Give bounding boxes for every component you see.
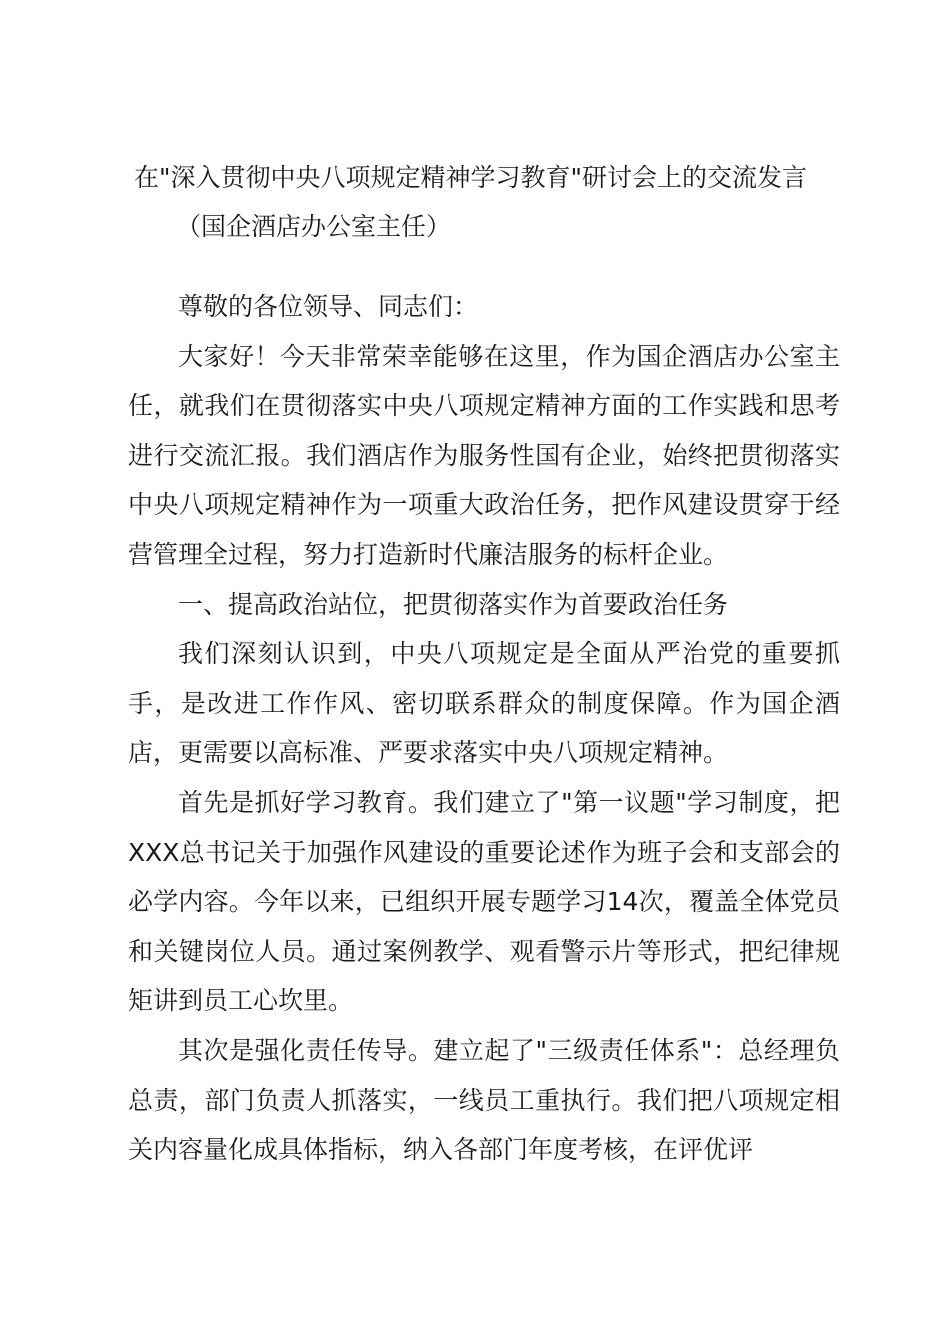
section-heading: 一、提高政治站位，把贯彻落实作为首要政治任务 bbox=[178, 589, 729, 619]
document-body bbox=[128, 282, 840, 1175]
salutation-paragraph: 尊敬的各位领导、同志们： bbox=[178, 292, 479, 321]
body-paragraph: 其次是强化责任传导。建立起了"三级责任体系"：总经理负总责，部门负责人抓落实，一线员工重执行。我们把八项规定相关内容量化成具体指标，纳入各部门年度考核，在评优评 bbox=[128, 1035, 840, 1165]
document-subtitle: （国企酒店办公室主任） bbox=[176, 212, 452, 241]
document-title: 在"深入贯彻中央八项规定精神学习教育"研讨会上的交流发言 bbox=[134, 163, 808, 192]
intro-paragraph: 大家好！今天非常荣幸能够在这里，作为国企酒店办公室主任，就我们在贯彻落实中央八项规定精神方面的工作实践和思考进行交流汇报。我们酒店作为服务性国有企业，始终把贯彻落实中央八项规定精神作为一项重大政治任务，把作风建设贯穿于经营管理全过程，努力打造新时代廉洁服务的标杆企业。 bbox=[128, 341, 840, 569]
body-paragraph: 我们深刻认识到，中央八项规定是全面从严治党的重要抓手，是改进工作作风、密切联系群众的制度保障。作为国企酒店，更需要以高标准、严要求落实中央八项规定精神。 bbox=[128, 639, 840, 768]
body-paragraph: 首先是抓好学习教育。我们建立了"第一议题"学习制度，把XXX总书记关于加强作风建设的重要论述作为班子会和支部会的必学内容。今年以来，已组织开展专题学习14次，覆盖全体党员和关键岗位人员。通过案例教学、观看警示片等形式，把纪律规矩讲到员工心坎里。 bbox=[128, 787, 840, 1016]
